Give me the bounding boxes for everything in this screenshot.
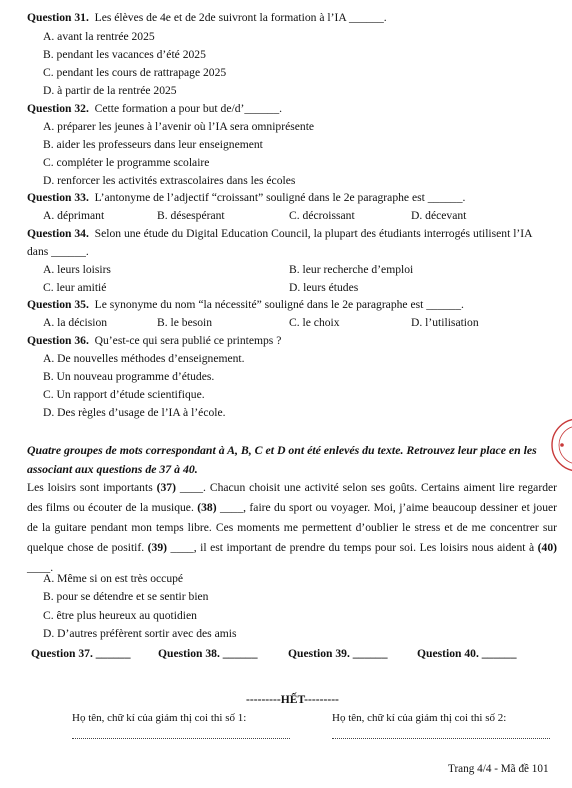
question-33 [27,191,465,205]
blank-37: (37) [156,481,176,494]
q33-option-c[interactable]: C. décroissant [289,209,355,222]
passage [27,478,557,578]
question-31-text: Les élèves de 4e et de 2de suivront la formation à l’IA ______. [94,11,387,24]
q34-option-d[interactable]: D. leurs études [289,281,359,294]
question-35 [27,298,464,312]
question-35-text: Le synonyme du nom “la nécessité” souligné dans le 2e paragraphe est ______. [94,298,464,311]
q35-option-a[interactable]: A. la décision [43,316,108,329]
q31-option-c[interactable]: C. pendant les cours de rattrapage 2025 [43,66,227,79]
signature-label-1: Họ tên, chữ kí của giám thị coi thi số 1: [72,712,247,724]
passage-text: ____. Chacun choisit une activité selon ses goûts. Certains aiment lire regarder des films ou écouter de la musique. [27,481,557,514]
q32-option-c[interactable]: C. compléter le programme scolaire [43,156,210,169]
question-36 [27,334,281,348]
signature-label-2: Họ tên, chữ kí của giám thị coi thi số 2: [332,712,507,724]
q36-option-a[interactable]: A. De nouvelles méthodes d’enseignement. [43,352,245,365]
fill-option-d[interactable]: D. D’autres préfèrent sortir avec des amis [43,627,237,640]
signature-line-2[interactable] [332,737,550,739]
passage-text: Les loisirs sont importants [27,481,157,494]
q35-option-d[interactable]: D. l’utilisation [411,316,479,329]
passage-text: ____, il est important de prendre du temps pour soi. Les loisirs nous aident à [167,541,538,554]
fill-option-c[interactable]: C. être plus heureux au quotidien [43,609,197,622]
answer-37[interactable]: Question 37. ______ [31,647,131,660]
question-34 [27,227,533,241]
official-stamp-icon [548,400,572,490]
q34-option-a[interactable]: A. leurs loisirs [43,263,111,276]
signature-line-1[interactable] [72,737,290,739]
passage-text: ____. [27,561,54,574]
q36-option-d[interactable]: D. Des règles d’usage de l’IA à l’école. [43,406,226,419]
question-35-label: Question 35. [27,298,89,311]
end-marker: ---------HẾT--------- [246,693,339,706]
q36-option-b[interactable]: B. Un nouveau programme d’études. [43,370,215,383]
answer-39[interactable]: Question 39. ______ [288,647,388,660]
blank-40: (40) [537,541,557,554]
question-32-label: Question 32. [27,102,89,115]
blank-39: (39) [147,541,167,554]
q32-option-a[interactable]: A. préparer les jeunes à l’avenir où l’IA sera omniprésente [43,120,315,133]
blank-38: (38) [197,501,217,514]
q31-option-d[interactable]: D. à partir de la rentrée 2025 [43,84,177,97]
q32-option-b[interactable]: B. aider les professeurs dans leur enseignement [43,138,263,151]
q34-option-b[interactable]: B. leur recherche d’emploi [289,263,414,276]
answer-40[interactable]: Question 40. ______ [417,647,517,660]
question-36-text: Qu’est-ce qui sera publié ce printemps ? [94,334,282,347]
question-33-label: Question 33. [27,191,89,204]
question-34-text-cont: dans ______. [27,245,89,258]
q34-option-c[interactable]: C. leur amitié [43,281,107,294]
q33-option-d[interactable]: D. décevant [411,209,467,222]
question-32 [27,102,282,116]
question-31 [27,11,387,25]
q35-option-b[interactable]: B. le besoin [157,316,213,329]
fill-option-a[interactable]: A. Même si on est très occupé [43,572,184,585]
fill-instructions: Quatre groupes de mots correspondant à A, B, C et D ont été enlevés du texte. Retrouvez leur place en les associant aux questions de 37 à 40. [27,443,537,476]
passage-text: ____, faire du sport ou voyager. Moi, j’aime beaucoup dessiner et jouer de la guitare pendant mon temps libre. Ces moments me permettent d’oublier le stress et de me concentrer sur quelque chose de positif. [27,501,557,554]
question-32-text: Cette formation a pour but de/d’______. [94,102,283,115]
fill-option-b[interactable]: B. pour se détendre et se sentir bien [43,590,209,603]
q32-option-d[interactable]: D. renforcer les activités extrascolaires dans les écoles [43,174,296,187]
question-33-text: L’antonyme de l’adjectif “croissant” souligné dans le 2e paragraphe est ______. [94,191,466,204]
question-34-text: Selon une étude du Digital Education Council, la plupart des étudiants interrogés utilisent l’IA [94,227,533,240]
page-footer: Trang 4/4 - Mã đề 101 [448,763,549,775]
question-31-label: Question 31. [27,11,89,24]
q31-option-b[interactable]: B. pendant les vacances d’été 2025 [43,48,206,61]
answer-38[interactable]: Question 38. ______ [158,647,258,660]
q35-option-c[interactable]: C. le choix [289,316,340,329]
q33-option-a[interactable]: A. déprimant [43,209,105,222]
question-34-label: Question 34. [27,227,89,240]
q33-option-b[interactable]: B. désespérant [157,209,225,222]
question-36-label: Question 36. [27,334,89,347]
q36-option-c[interactable]: C. Un rapport d’étude scientifique. [43,388,205,401]
q31-option-a[interactable]: A. avant la rentrée 2025 [43,30,155,43]
